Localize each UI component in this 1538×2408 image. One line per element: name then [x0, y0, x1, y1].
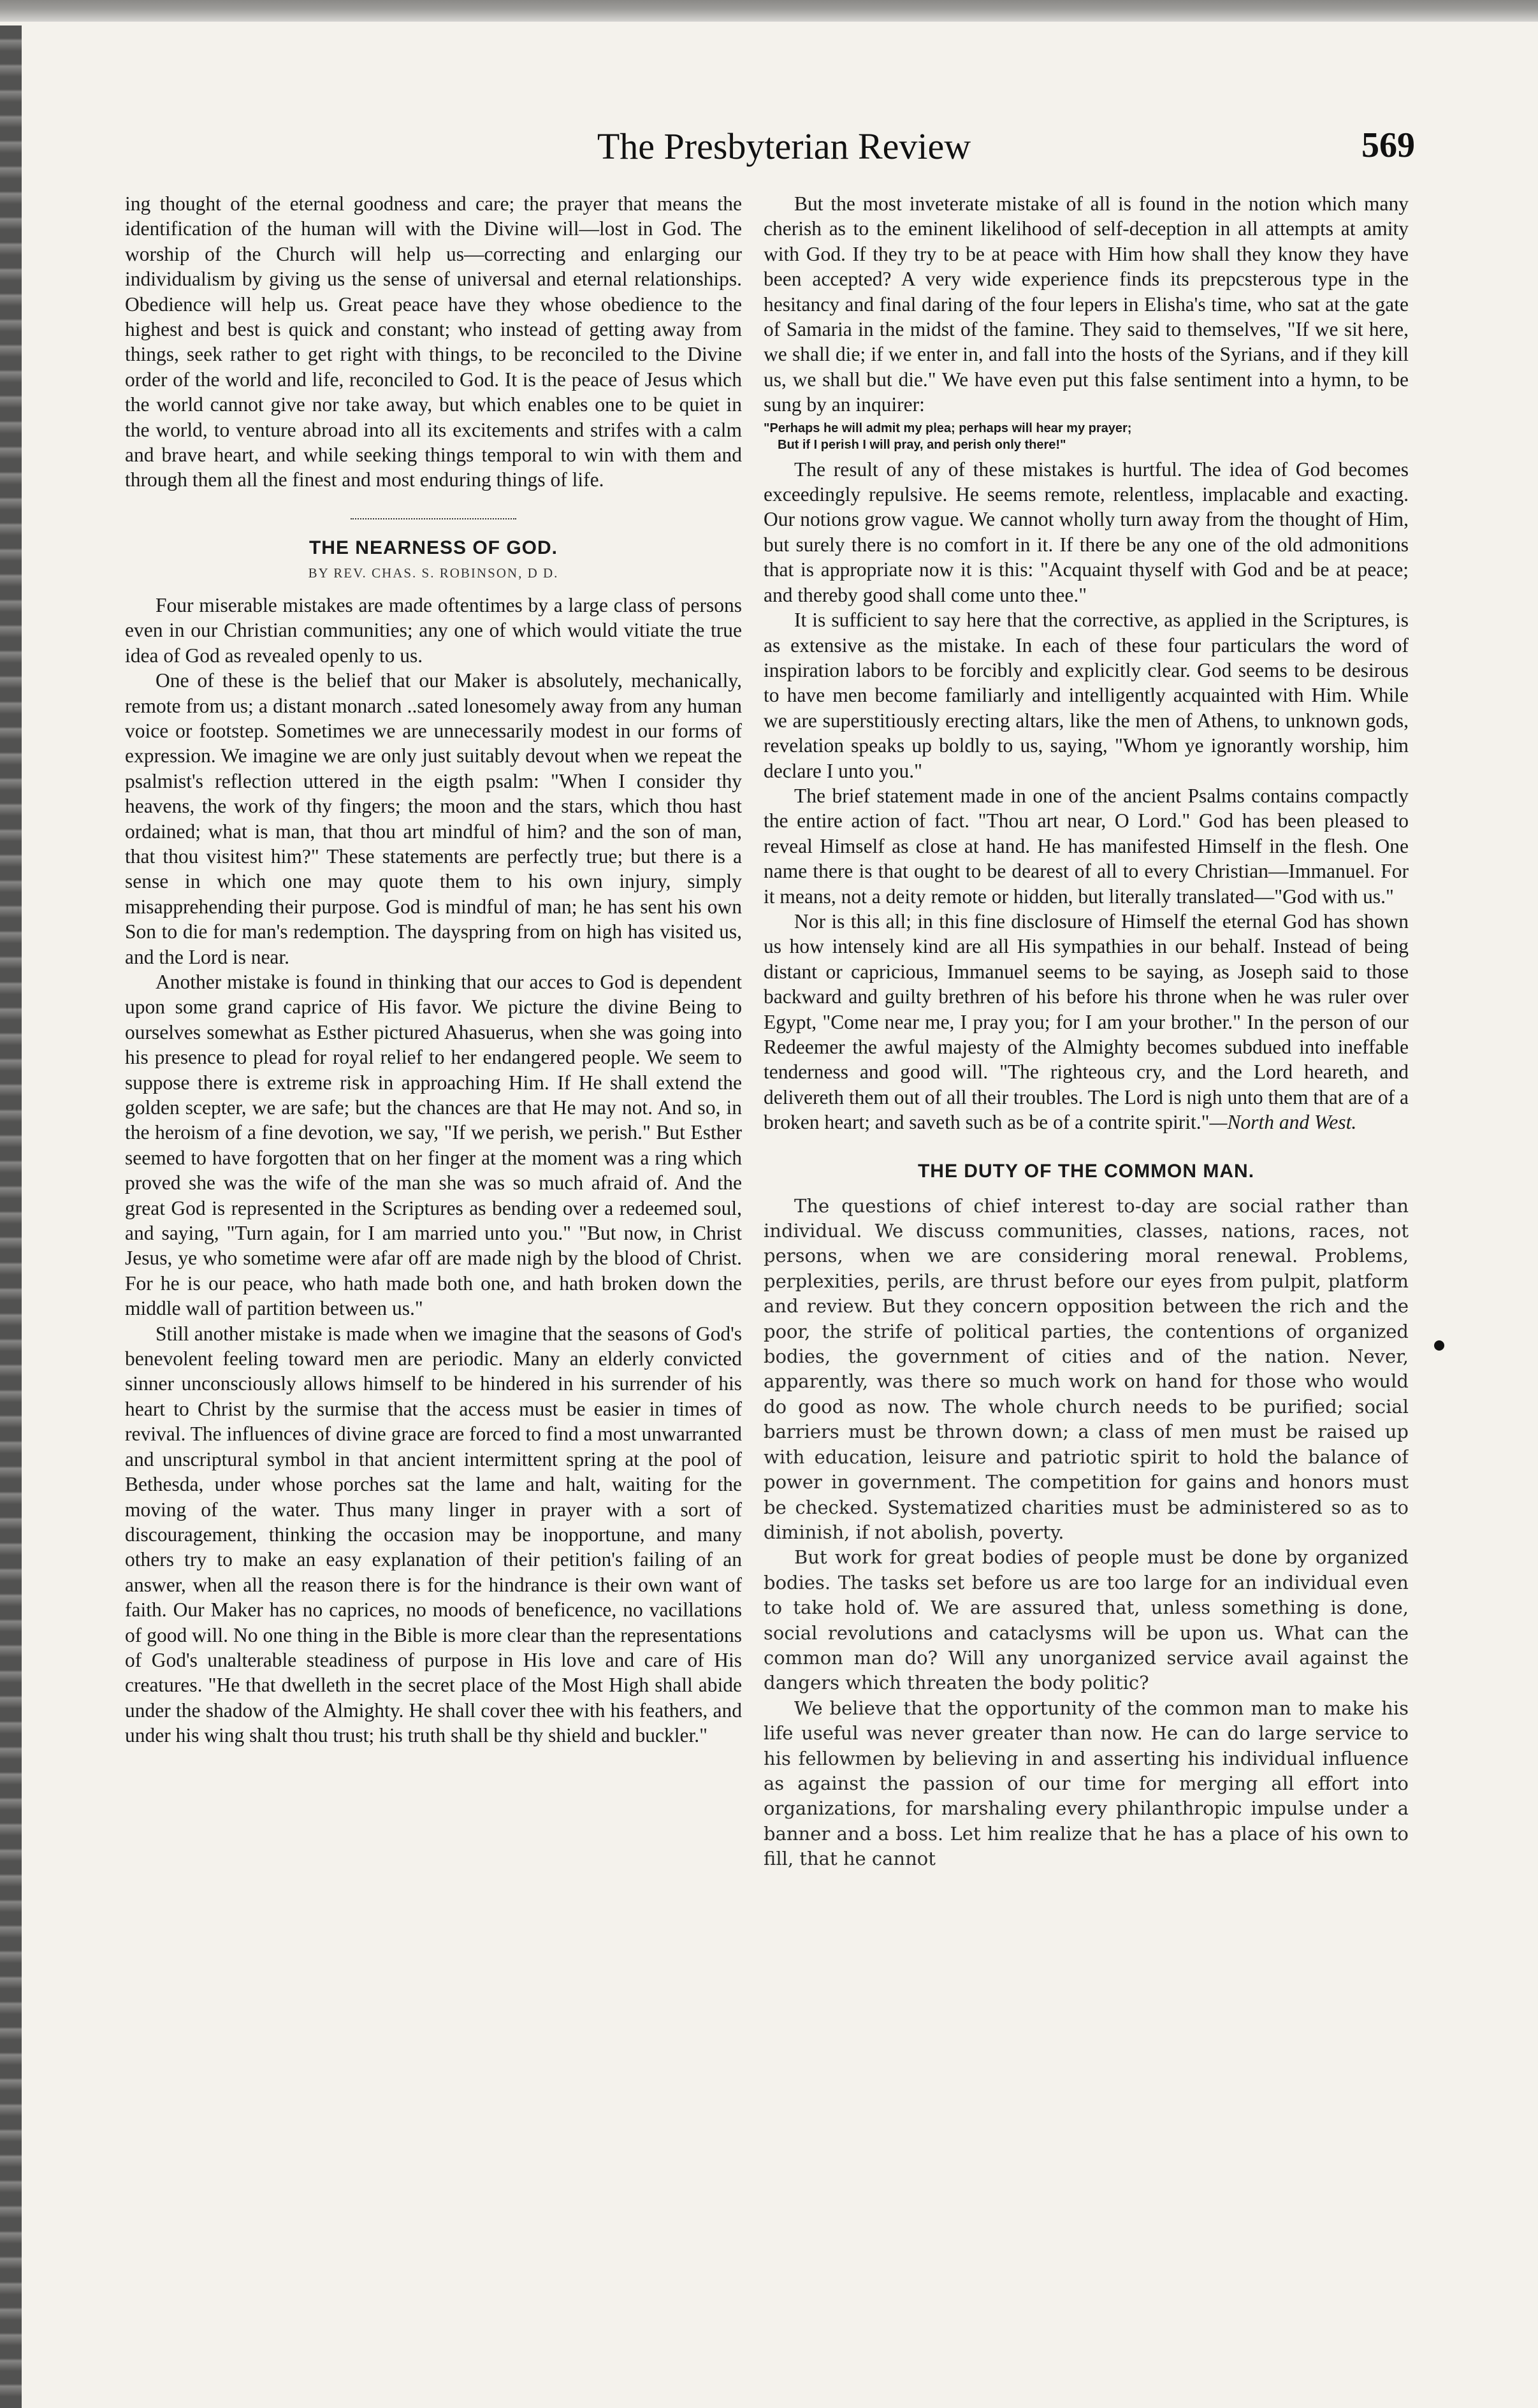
- paragraph-text: Nor is this all; in this fine disclosure of Himself the eternal God has shown us how intensely kind are all His sympathies in our behalf. Instead of being distant or capricious, Immanuel seems to be saying, as Joseph said to those backward and guilty brethren of his before his throne when he was ruler over Egypt, "Come near me, I pray you; for I am your brother." In the person of our Redeemer the awful majesty of the Almighty becomes subdued into ineffable tenderness and good will. "The righteous cry, and the Lord heareth, and delivereth them out of all their troubles. The Lord is nigh unto them that are of a broken heart; and saveth such as be of a contrite spirit.": [764, 910, 1409, 1134]
- page-header: [127, 125, 1415, 176]
- paragraph: The result of any of these mistakes is hurtful. The idea of God becomes exceedingly repulsive. He seems remote, relentless, implacable and exacting. Our notions grow vague. We cannot wholly turn away from the thought of Him, but surely there is no comfort in it. If there be any one of the old admonitions that is appropriate now it is this: "Acquaint thyself with God and be at peace; and thereby good shall come unto thee.": [764, 458, 1409, 606]
- article-title: THE DUTY OF THE COMMON MAN.: [917, 1160, 1255, 1182]
- paragraph: But the most inveterate mistake of all is found in the notion which many cherish as to the eminent likelihood of self-deception in all attempts at amity with God. If they try to be at peace with Him how shall they know they have been accepted? A very wide experience finds its prepcsterous type in the hesitancy and final daring of the four lepers in Elisha's time, who sat at the gate of Samaria in the midst of the famine. They said to themselves, "If we sit here, we shall die; if we enter in, and fall into the hosts of the Syrians, and if they kill us, we shall but die." We have even put this false sentiment into a hymn, to be sung by an inquirer:: [764, 192, 1409, 416]
- paragraph: Another mistake is found in thinking that our acces to God is dependent upon some grand caprice of His favor. We picture the divine Being to ourselves somewhat as Esther pictured Ahasuerus, when she was going into his presence to plead for royal relief to her endangered people. We seem to suppose there is extreme risk in approaching Him. If He shall extend the golden scepter, we are safe; but the chances are that He may not. And so, in the heroism of a fine devotion, we say, "If we perish, we perish." But Esther seemed to have forgotten that on her finger at the moment was a ring which proved she was the wife of the man she was so much afraid of. And the great God is represented in the Scriptures as bending over a redeemed soul, and saying, "Turn again, for I am married unto you." "But now, in Christ Jesus, ye who sometime were afar off are made nigh by the blood of Christ. For he is our peace, who hath made both one, and hath broken down the middle wall of partition between us.": [125, 970, 742, 1320]
- hymn-line: "Perhaps he will admit my plea; perhaps will hear my prayer;: [764, 421, 1132, 435]
- article-byline: BY REV. CHAS. S. ROBINSON, D D.: [308, 565, 559, 581]
- scan-left-edge: [0, 25, 22, 2408]
- right-column: [764, 191, 1409, 2384]
- paragraph: It is sufficient to say here that the corrective, as applied in the Scriptures, is as extensive as the mistake. In each of these four particulars the word of inspiration labors to be forcibly and explicitly clear. God seems to be desirous to have men become familiarly and intelligently acquainted with Him. While we are superstitiously erecting altars, like the men of Athens, to unknown gods, revelation speaks up boldly to us, saying, "Whom ye ignorantly worship, him declare I unto you.": [764, 609, 1409, 782]
- paragraph: [764, 909, 1409, 1135]
- left-column: [125, 191, 742, 2384]
- running-title: The Presbyterian Review: [597, 126, 971, 167]
- article-title: THE NEARNESS OF GOD.: [308, 537, 558, 558]
- hymn-quote: [764, 420, 1409, 453]
- source-attribution: —North and West.: [1209, 1111, 1357, 1134]
- article-body: [764, 1194, 1409, 1872]
- page-number: 569: [1361, 126, 1415, 165]
- paragraph: One of these is the belief that our Maker is absolutely, mechanically, remote from us; a distant monarch ..sated lonesomely away from any human voice or footstep. Sometimes we are unnecessarily modest in our forms of expression. We imagine we are only just suitably devout when we repeat the psalmist's reflection uttered in the eigth psalm: "When I consider thy heavens, the work of thy fingers; the moon and the stars, which thou hast ordained; what is man, that thou art mindful of him? and the son of man, that thou visitest him?" These statements are perfectly true; but there is a sense in which one may quote them to his own injury, simply misapprehending their purpose. God is mindful of man; he has sent his own Son to die for man's redemption. The dayspring from on high has visited us, and the Lord is near.: [125, 669, 742, 968]
- margin-mark: [1434, 1340, 1444, 1351]
- paragraph: We believe that the opportunity of the common man to make his life useful was never greater than now. He can do large service to his fellowmen by believing in and asserting his individual influence as against the passion of our time for merging all effort into organizations, for marshaling every philanthropic impulse under a banner and a boss. Let him realize that he has a place of his own to fill, that he cannot: [764, 1697, 1409, 1870]
- paragraph: But work for great bodies of people must be done by organized bodies. The tasks set before us are too large for an individual even to take hold of. We are assured that, unless something is done, social revolutions and cataclysms will be upon us. What can the common man do? Will any unorganized service avail against the dangers which threaten the body politic?: [764, 1546, 1409, 1694]
- section-divider: [351, 518, 516, 519]
- paragraph: Still another mistake is made when we imagine that the seasons of God's benevolent feeling toward men are periodic. Many an elderly convicted sinner unconsciously allows himself to be hindered in his surrender of his heart to Christ by the surmise that the access must be easier in times of revival. The influences of divine grace are forced to find a most unwarranted and unscriptural symbol in that ancient intermittent spring at the pool of Bethesda, under whose porches sat the lame and halt, waiting for the moving of the water. Thus many linger in prayer with a sort of discouragement, thinking the occasion may be inopportune, and many others try to make an easy explanation of their petition's failing of an answer, when all the reason there is for the hindrance is their own want of faith. Our Maker has no caprices, no moods of beneficence, no vacillations of good will. No one thing in the Bible is more clear than the representations of God's unalterable steadiness of purpose in His love and care of His creatures. "He that dwelleth in the secret place of the Most High shall abide under the shadow of the Almighty. He shall cover thee with his feathers, and under his wing shalt thou trust; his truth shall be thy shield and buckler.": [125, 1322, 742, 1747]
- paragraph: The questions of chief interest to-day are social rather than individual. We discuss communities, classes, nations, races, not persons, when we are considering moral renewal. Problems, perplexities, perils, are thrust before our eyes from pulpit, platform and review. But they concern opposition between the rich and the poor, the strife of political parties, the contentions of organized bodies, the government of cities and of the nation. Never, apparently, was there so much work on hand for those who would do good as now. The whole church needs to be purified; social barriers must be thrown down; a class of men must be raised up with education, leisure and patriotic spirit to hold the balance of power in government. The competition for gains and honors must be checked. Systematized charities must be administered so as to diminish, if not abolish, poverty.: [764, 1194, 1409, 1543]
- scan-top-edge: [0, 0, 1538, 22]
- hymn-line: But if I perish I will pray, and perish only there!": [778, 437, 1066, 452]
- paragraph: Four miserable mistakes are made oftentimes by a large class of persons even in our Christian communities; any one of which would vitiate the true idea of God as revealed openly to us.: [125, 593, 742, 667]
- paragraph-continuation: ing thought of the eternal goodness and care; the prayer that means the identification of the human will with the Divine will—lost in God. The worship of the Church will help us—correcting and enlarging our individualism by giving us the sense of universal and eternal relationships. Obedience will help us. Great peace have they whose obedience to the highest and best is quick and constant; who instead of getting away from things, seek rather to get right with things, to be reconciled to the Divine order of the world and life, reconciled to God. It is the peace of Jesus which the world cannot give nor take away, but which enables one to be quiet in the world, to venture abroad into all its excitements and strifes with a calm and brave heart, and while seeking things temporal to win with them and through them all the finest and most enduring things of life.: [125, 192, 742, 491]
- paragraph: The brief statement made in one of the ancient Psalms contains compactly the entire action of fact. "Thou art near, O Lord." God has been pleased to reveal Himself as close at hand. He has manifested Himself in the flesh. One name there is that ought to be dearest of all to every Christian—Immanuel. For it means, not a deity remote or hidden, but literally translated—"God with us.": [764, 784, 1409, 908]
